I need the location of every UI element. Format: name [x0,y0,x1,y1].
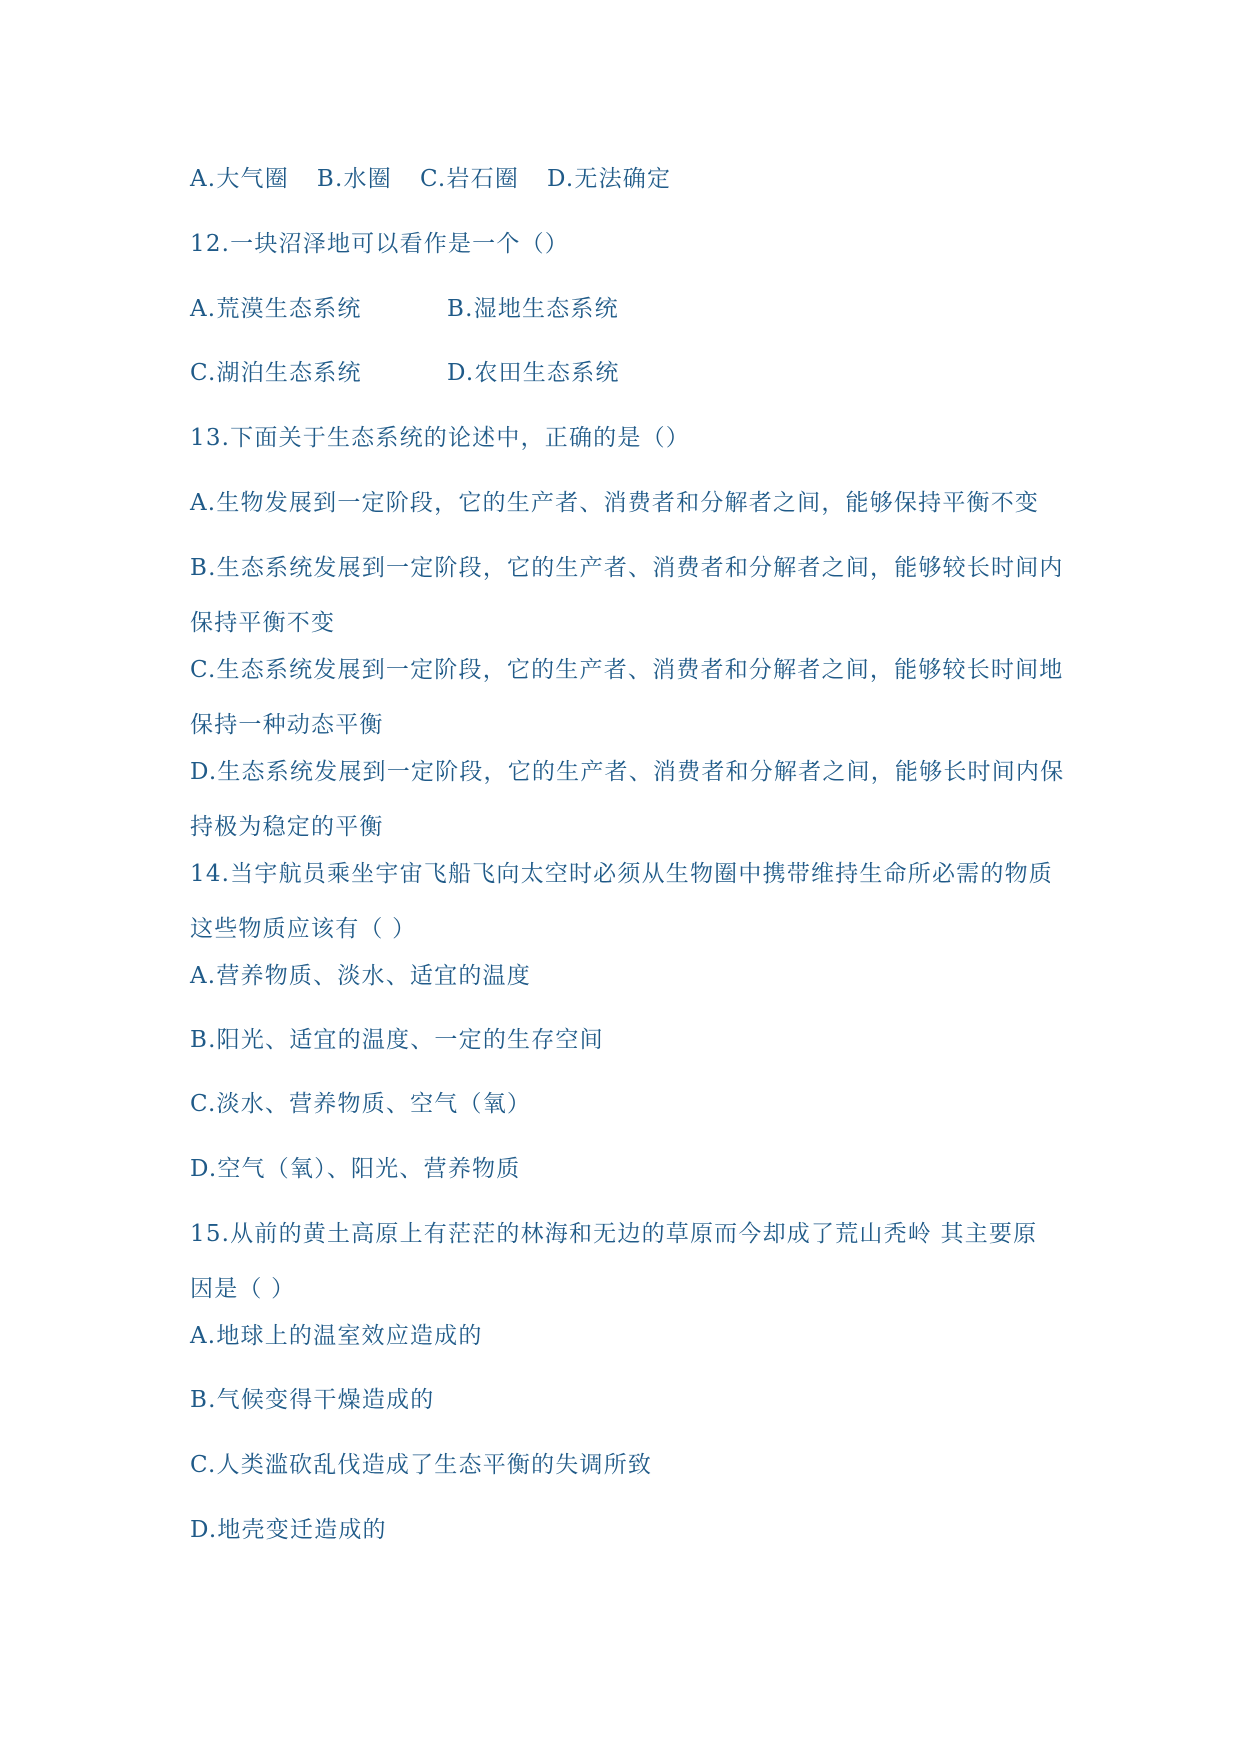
q11-option-a: A.大气圈 [190,166,289,192]
q14-option-d: D.空气（氧）、阳光、营养物质 [190,1156,521,1182]
q13-option-c-line1: C.生态系统发展到一定阶段，它的生产者、消费者和分解者之间，能够较长时间地 [190,657,1064,683]
q12-option-b: B.湿地生态系统 [447,296,619,322]
q14-option-b: B.阳光、适宜的温度、一定的生存空间 [190,1027,604,1053]
q15-stem-line1: 15.从前的黄土高原上有茫茫的林海和无边的草原而今却成了荒山秃岭 其主要原 [190,1221,1038,1247]
q11-option-d: D.无法确定 [547,166,672,192]
q13-stem: 13.下面关于生态系统的论述中，正确的是（） [190,425,690,451]
q13-option-d-line1: D.生态系统发展到一定阶段，它的生产者、消费者和分解者之间，能够长时间内保 [190,759,1065,785]
q12-option-c: C.湖泊生态系统 [190,360,362,386]
q11-option-c: C.岩石圈 [419,166,520,192]
q12-row1 [190,298,362,321]
q14-option-c: C.淡水、营养物质、空气（氧） [190,1091,532,1117]
q14-stem-line2: 这些物质应该有（ ） [190,916,417,942]
q13-option-a: A.生物发展到一定阶段，它的生产者、消费者和分解者之间，能够保持平衡不变 [190,490,1040,516]
q15-stem-line2: 因是（ ） [190,1276,296,1302]
q11-option-b: B.水圈 [316,166,392,192]
q13-option-d-line2: 持极为稳定的平衡 [190,814,384,840]
q15-option-c: C.人类滥砍乱伐造成了生态平衡的失调所致 [190,1452,653,1478]
q12-option-a: A.荒漠生态系统 [190,296,362,322]
q14-option-a: A.营养物质、淡水、适宜的温度 [190,963,531,989]
q13-option-b-line2: 保持平衡不变 [190,610,336,636]
q12-stem: 12.一块沼泽地可以看作是一个（） [190,231,569,257]
q14-stem-line1: 14.当宇航员乘坐宇宙飞船飞向太空时必须从生物圈中携带维持生命所必需的物质 [190,861,1053,887]
q13-option-c-line2: 保持一种动态平衡 [190,712,384,738]
q15-option-a: A.地球上的温室效应造成的 [190,1323,483,1349]
q11-options [190,168,671,191]
q15-option-d: D.地壳变迁造成的 [190,1517,387,1543]
q15-option-b: B.气候变得干燥造成的 [190,1387,435,1413]
q12-option-d: D.农田生态系统 [447,360,620,386]
q13-option-b-line1: B.生态系统发展到一定阶段，它的生产者、消费者和分解者之间，能够较长时间内 [190,555,1064,581]
